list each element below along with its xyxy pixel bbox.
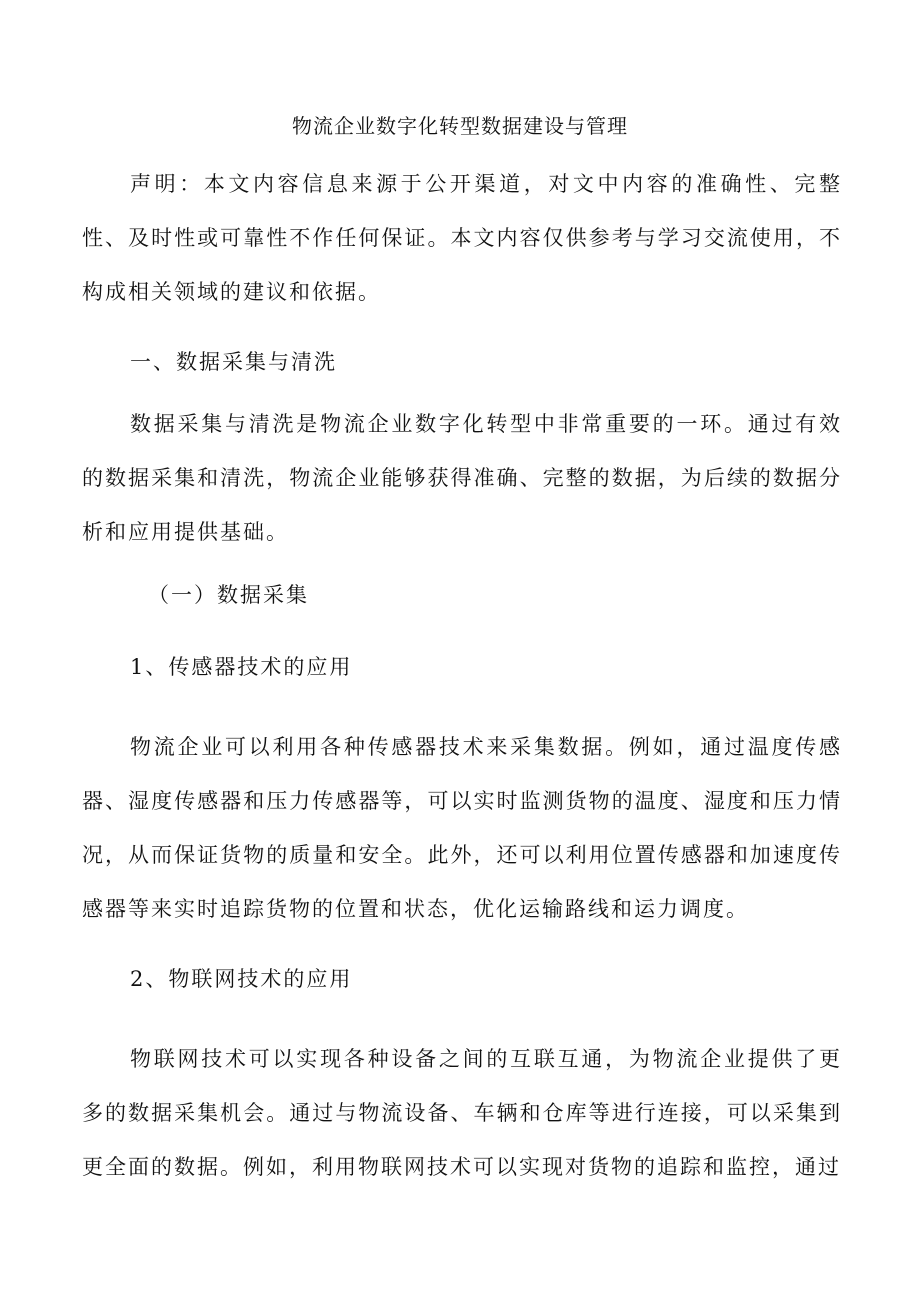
section-intro-paragraph: 数据采集与清洗是物流企业数字化转型中非常重要的一环。通过有效的数据采集和清洗，物流企业能够获得准确、完整的数据，为后续的数据分析和应用提供基础。 xyxy=(82,412,842,544)
section-heading: 一、数据采集与清洗 xyxy=(130,350,337,374)
sensors-paragraph: 物流企业可以利用各种传感器技术来采集数据。例如，通过温度传感器、湿度传感器和压力传感器等，可以实时监测货物的温度、湿度和压力情况，从而保证货物的质量和安全。此外，还可以利用位置传感器和加速度传感器等来实时追踪货物的位置和状态，优化运输路线和运力调度。 xyxy=(82,735,842,921)
subsection-heading: （一）数据采集 xyxy=(148,583,309,607)
item-heading-iot: 2、物联网技术的应用 xyxy=(130,967,353,991)
document-title: 物流企业数字化转型数据建设与管理 xyxy=(292,114,628,138)
iot-paragraph: 物联网技术可以实现各种设备之间的互联互通，为物流企业提供了更多的数据采集机会。通过与物流设备、车辆和仓库等进行连接，可以采集到更全面的数据。例如，利用物联网技术可以实现对货物的追踪和监控，通过 xyxy=(82,1047,842,1179)
item-heading-sensors: 1、传感器技术的应用 xyxy=(130,655,353,679)
disclaimer-paragraph: 声明：本文内容信息来源于公开渠道，对文中内容的准确性、完整性、及时性或可靠性不作任何保证。本文内容仅供参考与学习交流使用，不构成相关领域的建议和依据。 xyxy=(82,172,842,304)
